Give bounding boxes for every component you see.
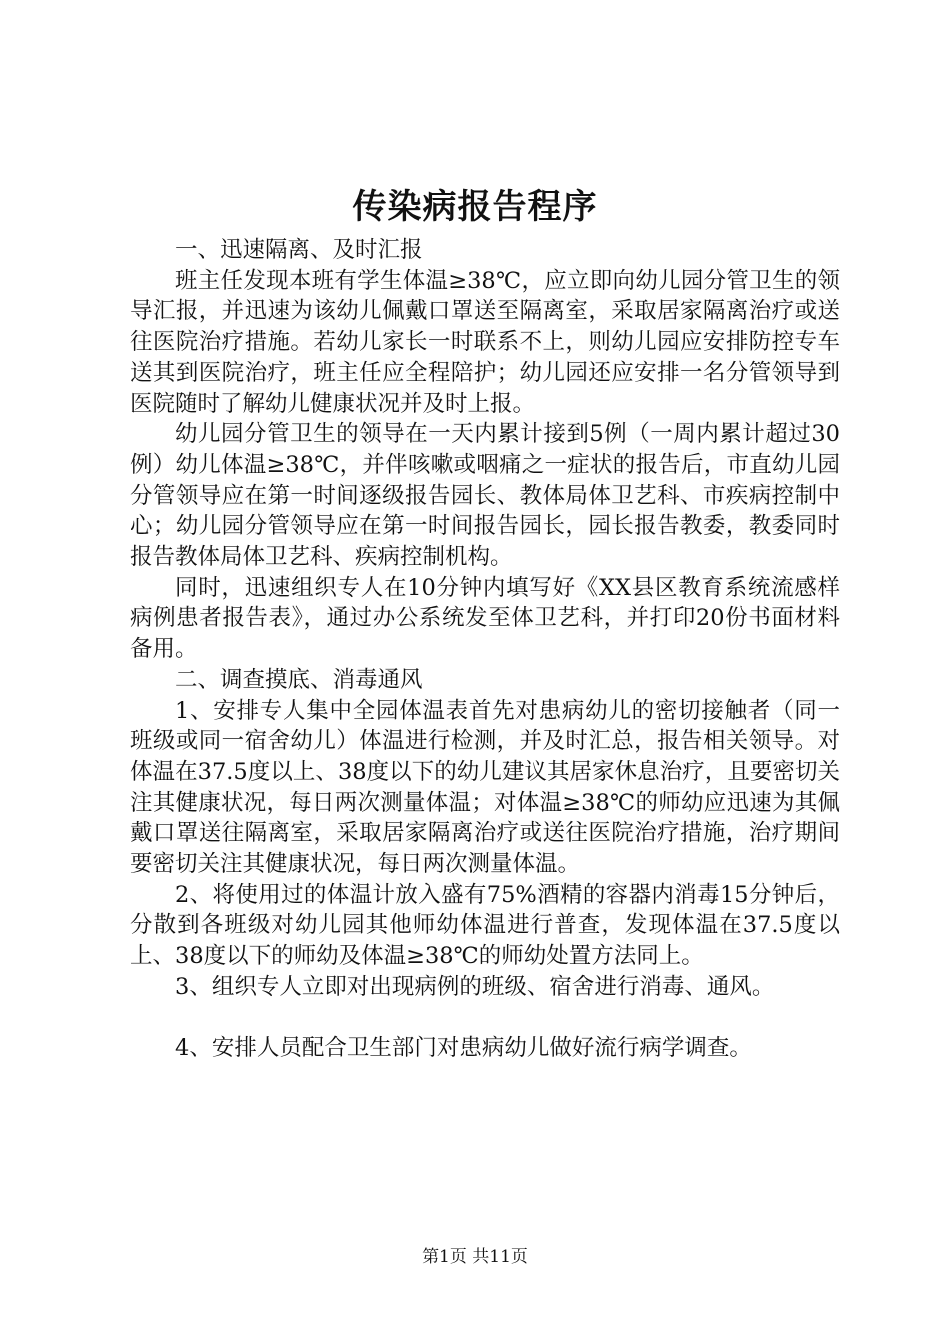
- document-title: 传染病报告程序: [352, 187, 598, 227]
- paragraph-item-4: 4、安排人员配合卫生部门对患病幼儿做好流行病学调查。: [175, 1034, 752, 1061]
- section-heading-1: 一、迅速隔离、及时汇报: [175, 237, 423, 263]
- paragraph-item-3: 3、组织专人立即对出现病例的班级、宿舍进行消毒、通风。: [175, 973, 775, 1000]
- paragraph-report-procedure: 班主任发现本班有学生体温≥38℃，应立即向幼儿园分管卫生的领导汇报，并迅速为该幼儿佩戴口罩送至隔离室，采取居家隔离治疗或送往医院治疗措施。若幼儿家长一时联系不上，则幼儿园应安排防控专车送其到医院治疗，班主任应全程陪护；幼儿园还应安排一名分管领导到医院随时了解幼儿健康状况并及时上报。: [130, 267, 840, 417]
- paragraph-escalation: 幼儿园分管卫生的领导在一天内累计接到5例（一周内累计超过30例）幼儿体温≥38℃，并伴咳嗽或咽痛之一症状的报告后，市直幼儿园分管领导应在第一时间逐级报告园长、教体局体卫艺科、市疾病控制中心；幼儿园分管领导应在第一时间报告园长，园长报告教委，教委同时报告教体局体卫艺科、疾病控制机构。: [130, 421, 840, 571]
- paragraph-report-form: 同时，迅速组织专人在10分钟内填写好《XX县区教育系统流感样病例患者报告表》，通过办公系统发至体卫艺科，并打印20份书面材料备用。: [130, 574, 840, 663]
- document-body: [130, 235, 840, 1063]
- paragraph-item-2: 2、将使用过的体温计放入盛有75%酒精的容器内消毒15分钟后，分散到各班级对幼儿园其他师幼体温进行普查，发现体温在37.5度以上、38度以下的师幼及体温≥38℃的师幼处置方法同上。: [130, 881, 840, 970]
- paragraph-item-1: 1、安排专人集中全园体温表首先对患病幼儿的密切接触者（同一班级或同一宿舍幼儿）体温进行检测，并及时汇总，报告相关领导。对体温在37.5度以上、38度以下的幼儿建议其居家休息治疗，且要密切关注其健康状况，每日两次测量体温；对体温≥38℃的师幼应迅速为其佩戴口罩送往隔离室，采取居家隔离治疗或送往医院治疗措施，治疗期间要密切关注其健康状况，每日两次测量体温。: [130, 697, 840, 878]
- section-heading-2: 二、调查摸底、消毒通风: [175, 666, 423, 693]
- page-footer: 第1页 共11页: [422, 1247, 528, 1267]
